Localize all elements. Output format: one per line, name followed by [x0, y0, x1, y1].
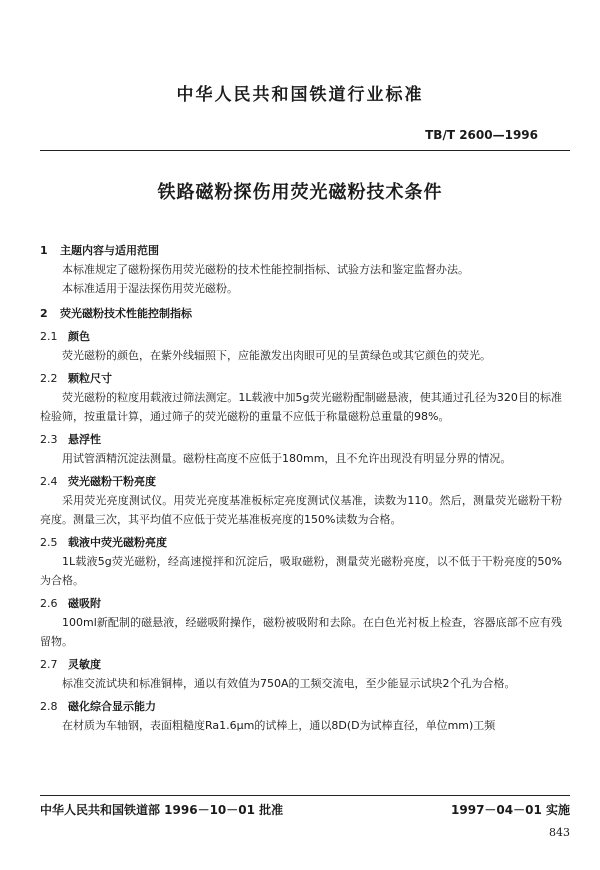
paragraph: 用试管酒精沉淀法测量。磁粉柱高度不应低于180mm，且不允许出现没有明显分界的情况。 — [62, 452, 512, 465]
header-rule — [40, 150, 570, 151]
paragraph: 在材质为车轴钢，表面粗糙度Ra1.6μm的试棒上，通以8D(D为试棒直径，单位mm)工频 — [62, 719, 496, 732]
section-heading — [40, 304, 562, 323]
subsection-number: 2.2 — [40, 372, 58, 385]
subsection-title: 磁化综合显示能力 — [68, 700, 156, 713]
subsection-number: 2.1 — [40, 330, 58, 343]
paragraph: 标准交流试块和标准铜棒，通以有效值为750A的工频交流电，至少能显示试块2个孔为合格。 — [62, 677, 516, 690]
subsection-heading — [40, 472, 562, 491]
subsection-heading — [40, 594, 562, 613]
subsection-title: 悬浮性 — [68, 433, 101, 446]
subsection-number: 2.3 — [40, 433, 58, 446]
paragraph: 1L载液5g荧光磁粉，经高速搅拌和沉淀后，吸取磁粉，测量荧光磁粉亮度，以不低于干粉亮度的50%为合格。 — [40, 555, 562, 587]
paragraph: 本标准适用于湿法探伤用荧光磁粉。 — [62, 282, 238, 295]
section-number: 1 — [40, 244, 48, 257]
subsection-title: 灵敏度 — [68, 658, 101, 671]
paragraph: 荧光磁粉的颜色，在紫外线辐照下，应能激发出肉眼可见的呈黄绿色或其它颜色的荧光。 — [62, 349, 491, 362]
section-number: 2 — [40, 307, 48, 320]
subsection-number: 2.8 — [40, 700, 58, 713]
subsection-number: 2.4 — [40, 475, 58, 488]
paragraph: 采用荧光亮度测试仪。用荧光亮度基准板标定亮度测试仪基准，读数为110。然后，测量荧光磁粉干粉亮度。测量三次，其平均值不应低于荧光基准板亮度的150%读数为合格。 — [40, 494, 562, 526]
subsection-heading — [40, 697, 562, 716]
org-title: 中华人民共和国铁道行业标准 — [176, 85, 424, 105]
subsection-number: 2.7 — [40, 658, 58, 671]
subsection-heading — [40, 533, 562, 552]
document-body — [40, 235, 562, 735]
subsection-title: 载液中荧光磁粉亮度 — [68, 536, 167, 549]
subsection-heading — [40, 430, 562, 449]
section-heading — [40, 241, 562, 260]
paragraph: 荧光磁粉的粒度用载液过筛法测定。1L载液中加5g荧光磁粉配制磁悬液，使其通过孔径为320目的标准检验筛，按重量计算，通过筛子的荧光磁粉的重量不应低于称量磁粉总重量的98%。 — [40, 391, 562, 423]
paragraph: 本标准规定了磁粉探伤用荧光磁粉的技术性能控制指标、试验方法和鉴定监督办法。 — [62, 263, 469, 276]
subsection-heading — [40, 327, 562, 346]
approval-info: 中华人民共和国铁道部 1996－10－01 批准 — [40, 803, 284, 817]
subsection-number: 2.6 — [40, 597, 58, 610]
page-number: 843 — [549, 826, 570, 839]
subsection-title: 磁吸附 — [68, 597, 101, 610]
subsection-title: 颜色 — [68, 330, 90, 343]
section-title: 荧光磁粉技术性能控制指标 — [60, 307, 192, 320]
subsection-title: 颗粒尺寸 — [68, 372, 112, 385]
subsection-heading — [40, 369, 562, 388]
subsection-heading — [40, 655, 562, 674]
document-title: 铁路磁粉探伤用荧光磁粉技术条件 — [157, 182, 443, 203]
subsection-number: 2.5 — [40, 536, 58, 549]
footer-rule — [40, 795, 570, 796]
implementation-date: 1997－04－01 实施 — [451, 803, 570, 817]
section-title: 主题内容与适用范围 — [60, 244, 159, 257]
standard-code: TB/T 2600—1996 — [425, 128, 538, 142]
subsection-title: 荧光磁粉干粉亮度 — [68, 475, 156, 488]
paragraph: 100ml新配制的磁悬液，经磁吸附操作，磁粉被吸附和去除。在白色光衬板上检查，容器底部不应有残留物。 — [40, 616, 562, 648]
